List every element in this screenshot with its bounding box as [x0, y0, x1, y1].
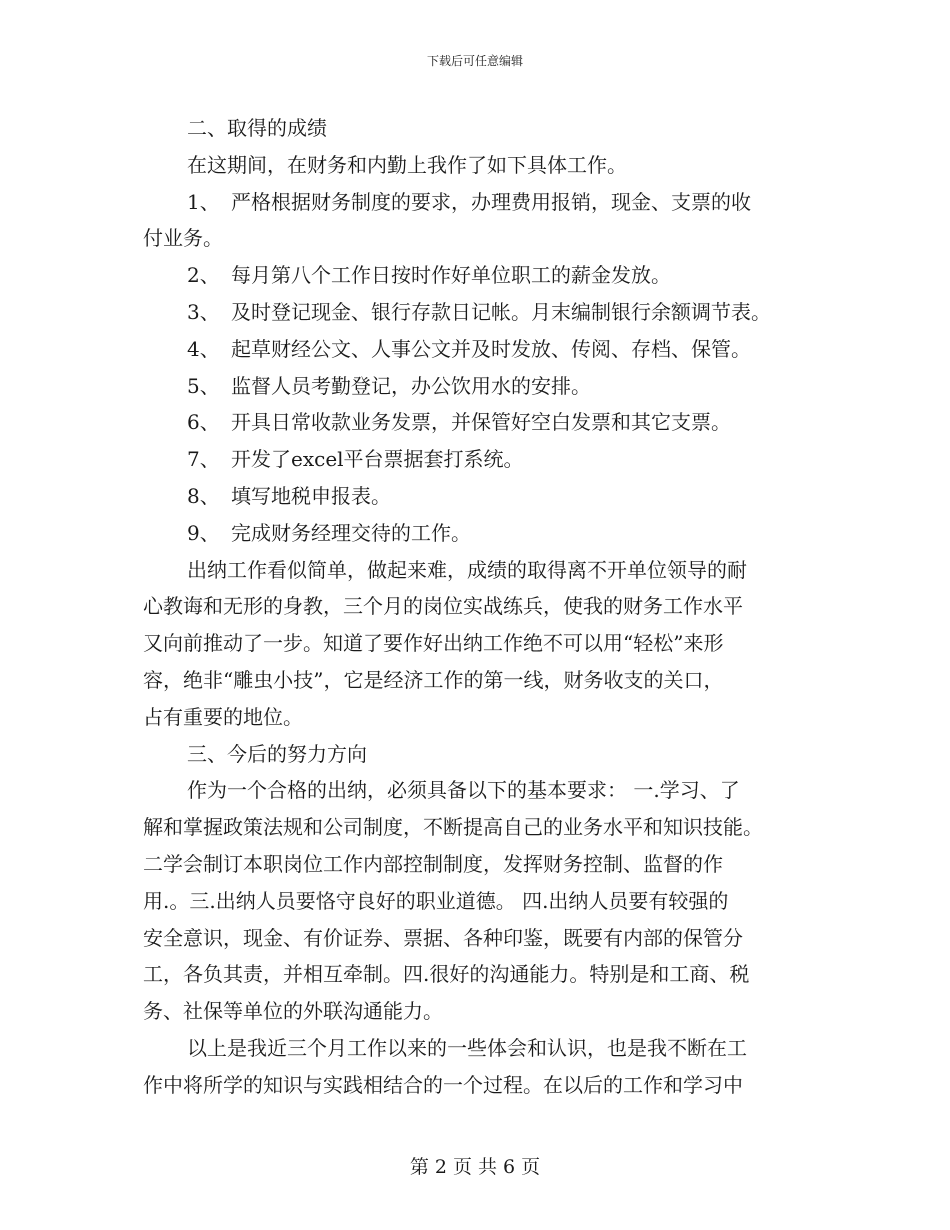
- line-text: 安全意识，现金、有价证券、票据、各种印鉴，既要有内部的保管分: [143, 925, 743, 950]
- list-item-number: 1、: [187, 189, 220, 214]
- page-footer-pagination: 第 2 页 共 6 页: [409, 1156, 541, 1178]
- line-text: 三、今后的努力方向: [187, 741, 367, 766]
- text-line: [143, 993, 815, 1030]
- line-text: 填写地税申报表。: [231, 483, 391, 508]
- text-line: [143, 588, 815, 625]
- numbered-list-item: [143, 331, 815, 368]
- text-line: [143, 772, 815, 809]
- list-item-number: 9、: [187, 520, 220, 545]
- text-line: [143, 846, 815, 883]
- line-text: 起草财经公文、人事公文并及时发放、传阅、存档、保管。: [231, 336, 751, 361]
- line-text: 在这期间，在财务和内勤上我作了如下具体工作。: [187, 152, 627, 177]
- text-line: [143, 883, 815, 920]
- text-line: [143, 809, 815, 846]
- list-item-number: 2、: [187, 263, 220, 288]
- text-line: [143, 736, 815, 773]
- text-line: [143, 220, 815, 257]
- text-line: [143, 147, 815, 184]
- numbered-list-item: [143, 368, 815, 405]
- text-line: [143, 110, 815, 147]
- text-line: [143, 920, 815, 957]
- line-text: 解和掌握政策法规和公司制度，不断提高自己的业务水平和知识技能。: [143, 815, 763, 840]
- list-item-number: 7、: [187, 447, 220, 472]
- text-line: [143, 625, 815, 662]
- text-line: [143, 699, 815, 736]
- numbered-list-item: [143, 515, 815, 552]
- line-text: 用.。三.出纳人员要恪守良好的职业道德。 四.出纳人员要有较强的: [143, 888, 729, 913]
- line-text: 开发了excel平台票据套打系统。: [231, 447, 524, 472]
- list-item-number: 5、: [187, 373, 220, 398]
- numbered-list-item: [143, 257, 815, 294]
- line-text: 工，各负其责，并相互牵制。四.很好的沟通能力。特别是和工商、税: [143, 962, 750, 987]
- line-text: 及时登记现金、银行存款日记帐。月末编制银行余额调节表。: [231, 299, 771, 324]
- line-text: 占有重要的地位。: [143, 704, 303, 729]
- line-text: 每月第八个工作日按时作好单位职工的薪金发放。: [231, 263, 671, 288]
- line-text: 又向前推动了一步。知道了要作好出纳工作绝不可以用“轻松”来形: [143, 631, 724, 656]
- line-text: 二学会制订本职岗位工作内部控制制度，发挥财务控制、监督的作: [143, 851, 723, 876]
- numbered-list-item: [143, 441, 815, 478]
- line-text: 二、取得的成绩: [187, 116, 327, 140]
- numbered-list-item: [143, 404, 815, 441]
- numbered-list-item: [143, 184, 815, 221]
- line-text: 开具日常收款业务发票，并保管好空白发票和其它支票。: [231, 410, 731, 435]
- line-text: 容，绝非“雕虫小技”，它是经济工作的第一线，财务收支的关口，: [143, 667, 724, 692]
- text-line: [143, 1030, 815, 1067]
- list-item-number: 3、: [187, 299, 220, 324]
- line-text: 完成财务经理交待的工作。: [231, 520, 471, 545]
- list-item-number: 6、: [187, 410, 220, 435]
- text-line: [143, 552, 815, 589]
- page-header-note: 下载后可任意编辑: [426, 54, 523, 68]
- numbered-list-item: [143, 294, 815, 331]
- line-text: 务、社保等单位的外联沟通能力。: [143, 999, 443, 1024]
- list-item-number: 4、: [187, 336, 220, 361]
- line-text: 付业务。: [143, 226, 223, 251]
- text-line: [143, 956, 815, 993]
- text-line: [143, 662, 815, 699]
- text-line: [143, 1067, 815, 1104]
- line-text: 监督人员考勤登记，办公饮用水的安排。: [231, 373, 591, 398]
- numbered-list-item: [143, 478, 815, 515]
- line-text: 出纳工作看似简单，做起来难，成绩的取得离不开单位领导的耐: [187, 557, 747, 582]
- list-item-number: 8、: [187, 483, 220, 508]
- line-text: 作中将所学的知识与实践相结合的一个过程。在以后的工作和学习中: [143, 1072, 743, 1097]
- document-body: [143, 110, 815, 1104]
- line-text: 心教诲和无形的身教，三个月的岗位实战练兵，使我的财务工作水平: [143, 594, 743, 619]
- line-text: 作为一个合格的出纳，必须具备以下的基本要求： 一.学习、了: [187, 778, 740, 803]
- line-text: 以上是我近三个月工作以来的一些体会和认识，也是我不断在工: [187, 1035, 747, 1060]
- line-text: 严格根据财务制度的要求，办理费用报销，现金、支票的收: [231, 189, 751, 214]
